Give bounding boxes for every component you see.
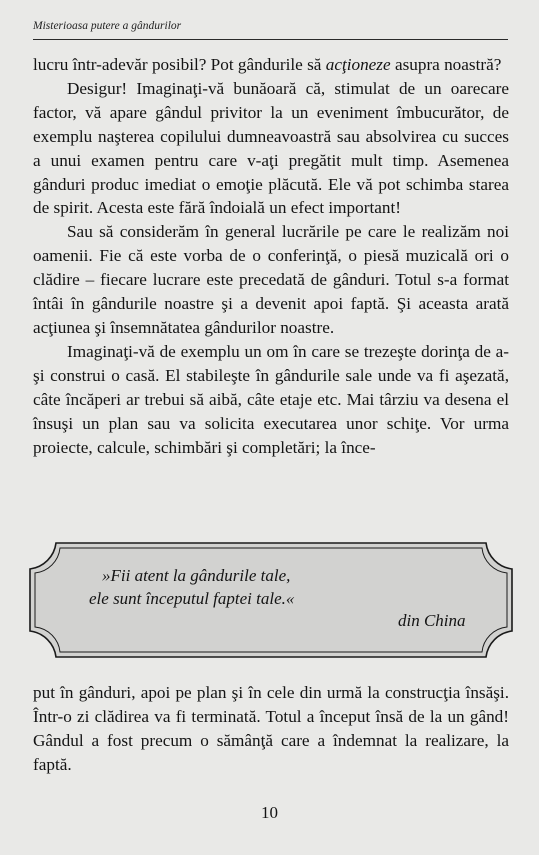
paragraph-4-part-1: Imaginaţi-vă de exemplu un om în care se trezeşte dorinţa de a-şi construi o casă. El stabileşte în gândurile sale unde va fi aşezată, câte încăperi ar trebui să aibă, câte etaje etc. Mai târziu va desena el însuşi un plan sau va solicita executarea unor schiţe. Vor urma proiecte, calcule, schimbări şi completări; la înce-	[33, 341, 509, 457]
quote-attribution: din China	[398, 611, 466, 630]
header-rule	[33, 39, 508, 40]
quote-line-1: »Fii atent la gândurile tale,	[102, 566, 291, 585]
body-text-bottom	[33, 681, 509, 777]
paragraph-2: Desigur! Imaginaţi-vă bunăoară că, stimulat de un oarecare factor, vă apare gândul privitor la un eveniment îmbucurător, de exemplu naşterea copilului dumneavoastră sau absolvirea cu succes a unui examen pentru care v-aţi pregătit mult timp. Asemenea gânduri produc imediat o emoţie plăcută. Ele vă pot schimba starea de spirit. Acesta este fără îndoială un efect important!	[33, 78, 509, 218]
quote-line-2: ele sunt începutul faptei tale.«	[89, 589, 295, 608]
paragraph-3: Sau să considerăm în general lucrările pe care le realizăm noi oamenii. Fie că este vorba de o conferinţă, o piesă muzicală ori o clădire – fiecare lucrare este precedată de gânduri. Totul s-a format întâi în gândurile noastre şi a devenit apoi faptă. Şi aceasta arată acţiunea şi însemnătatea gândurilor noastre.	[33, 222, 509, 337]
page-number: 10	[261, 803, 278, 822]
paragraph-4-part-2: put în gânduri, apoi pe plan şi în cele din urmă la construcţia însăşi. Într-o zi clădirea va fi terminată. Totul a început însă de la un gând! Gândul a fost precum o sămânţă care a îndemnat la realizare, la faptă.	[33, 683, 509, 774]
running-header: Misterioasa putere a gândurilor	[33, 20, 182, 32]
paragraph-1: lucru într-adevăr posibil? Pot gândurile să acţioneze asupra noastră?	[33, 55, 502, 74]
quote-box	[26, 537, 516, 665]
body-text-top	[33, 53, 509, 459]
emphasis-word: acţioneze	[325, 55, 391, 74]
